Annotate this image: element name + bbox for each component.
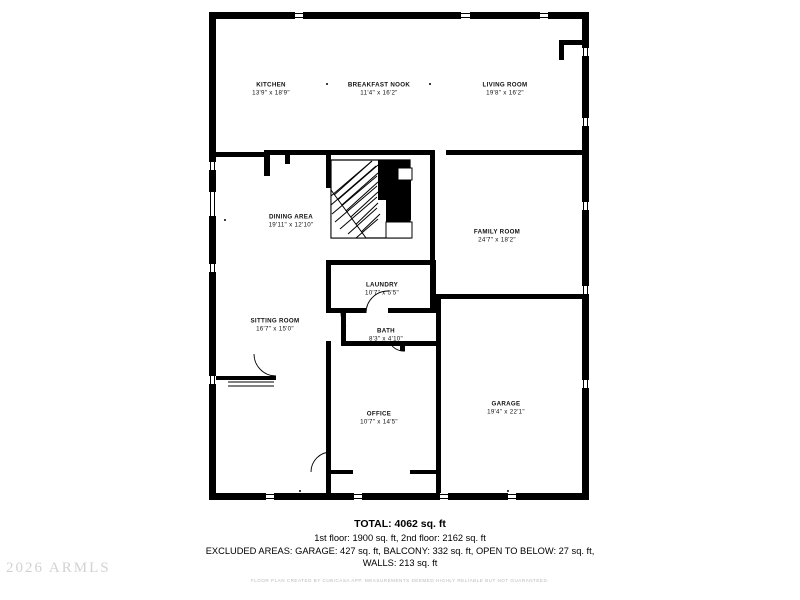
- summary-floors: 1st floor: 1900 sq. ft, 2nd floor: 2162 sq. ft: [314, 533, 486, 543]
- floor-fill: [209, 12, 589, 500]
- watermark-text: 2026 ARMLS: [6, 560, 111, 576]
- room-name: KITCHEN: [256, 81, 286, 89]
- room-dimensions: 10'7" x 5'5": [364, 290, 400, 297]
- room-name: DINING AREA: [269, 213, 313, 221]
- room-dimensions: 13'9" x 18'9": [252, 90, 290, 97]
- room-dimensions: 10'7" x 14'5": [360, 419, 398, 426]
- disclaimer-text: FLOOR PLAN CREATED BY CUBICASA APP. MEASUREMENTS DEEMED HIGHLY RELIABLE BUT NOT GUARANTEED.: [250, 578, 550, 583]
- room-name: SITTING ROOM: [250, 317, 300, 325]
- area-summary: [0, 518, 800, 570]
- room-name: OFFICE: [366, 410, 392, 418]
- staircase: [331, 160, 412, 238]
- room-dimensions: 8'3" x 4'10": [368, 336, 404, 343]
- room-dimensions: 19'11" x 12'10": [268, 222, 314, 229]
- room-dimensions: 24'7" x 18'2": [478, 237, 516, 244]
- room-dimensions: 19'4" x 22'1": [487, 409, 525, 416]
- summary-excluded: EXCLUDED AREAS: GARAGE: 427 sq. ft, BALCONY: 332 sq. ft, OPEN TO BELOW: 27 sq. ft,: [205, 545, 595, 556]
- room-dimensions: 19'8" x 16'2": [486, 90, 524, 97]
- room-name: LAUNDRY: [365, 281, 399, 289]
- room-dimensions: 11'4" x 16'2": [360, 90, 398, 97]
- room-dimensions: 16'7" x 15'0": [256, 326, 294, 333]
- room-name: GARAGE: [491, 400, 521, 408]
- room-name: LIVING ROOM: [482, 81, 528, 89]
- room-name: FAMILY ROOM: [473, 228, 521, 236]
- summary-walls: WALLS: 213 sq. ft: [362, 558, 438, 569]
- room-name: BATH: [377, 327, 395, 335]
- room-name: BREAKFAST NOOK: [347, 81, 411, 89]
- summary-total: TOTAL: 4062 sq. ft: [354, 518, 446, 530]
